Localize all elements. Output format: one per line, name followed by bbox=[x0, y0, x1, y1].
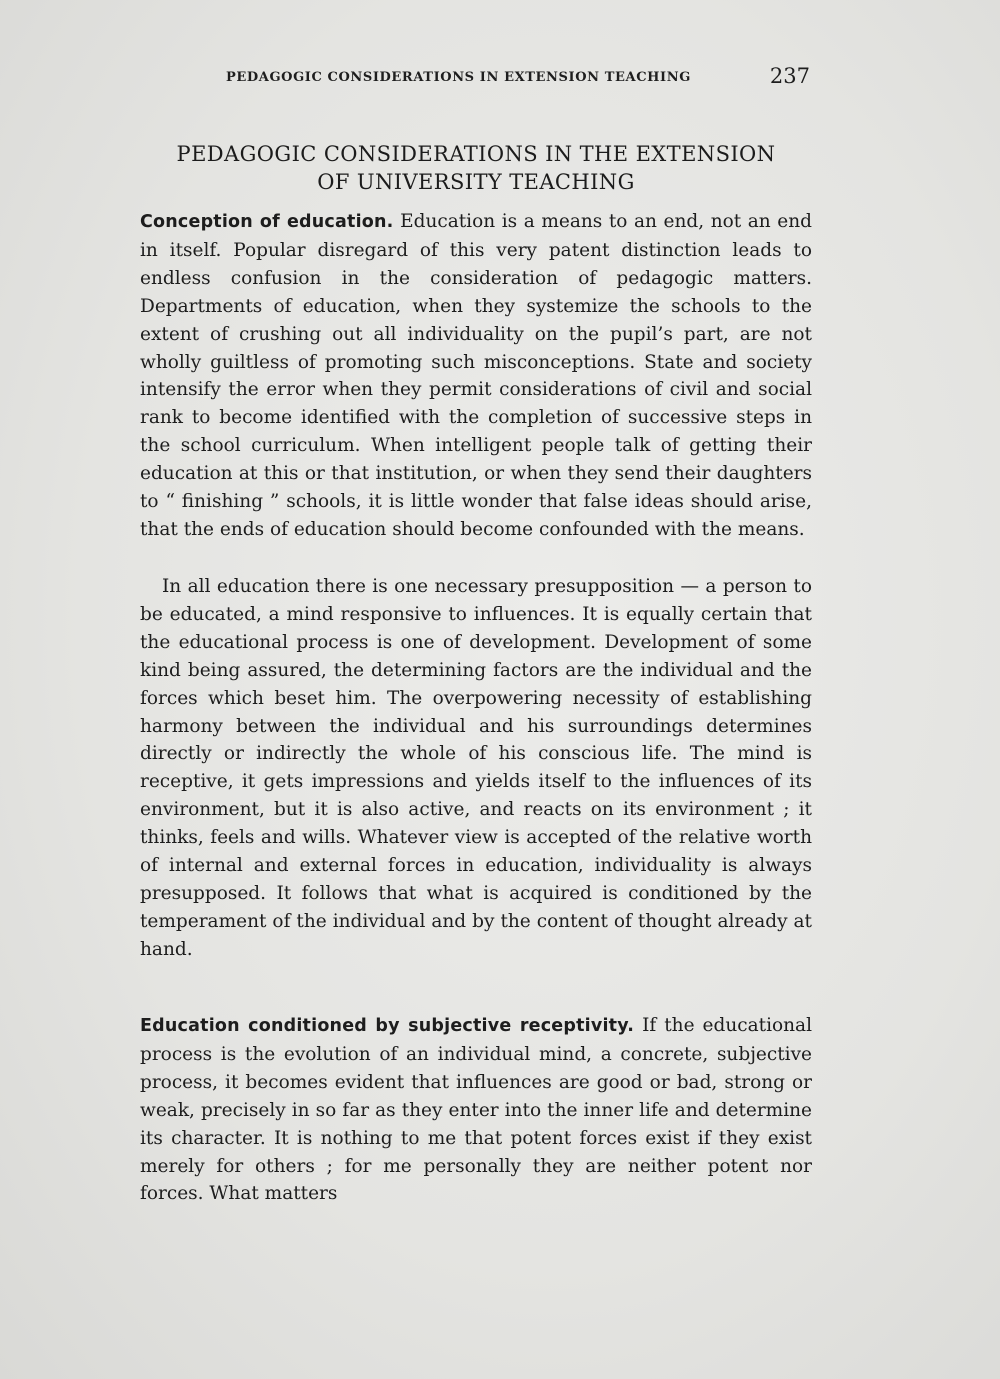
paragraph-presupposition bbox=[140, 573, 812, 964]
paragraph-sidehead: Conception of education. bbox=[140, 212, 394, 232]
paragraph-text: If the educational process is the evolution of an individual mind, a concrete, subjective process, it becomes evident that influences are good or bad, strong or weak, precisely in so far as they enter into the inner life and determine its character. It is nothing to me that potent forces exist if they exist merely for others ; for me personally they are neither potent nor forces. What matters bbox=[140, 1015, 812, 1205]
paragraph-sidehead: Education conditioned by subjective receptivity. bbox=[140, 1016, 635, 1036]
paragraph-text: Education is a means to an end, not an end in itself. Popular disregard of this very patent distinction leads to endless confusion in the consideration of pedagogic matters. Departments of education, when they systemize the schools to the extent of crushing out all individuality on the pupil’s part, are not wholly guiltless of promoting such misconceptions. State and society intensify the error when they permit considerations of civil and social rank to become identified with the completion of successive steps in the school curriculum. When intelligent people talk of getting their education at this or that institution, or when they send their daughters to “ finishing ” schools, it is little wonder that false ideas should arise, that the ends of education should become confounded with the means. bbox=[140, 211, 813, 540]
page-number: 237 bbox=[769, 64, 810, 88]
running-title: PEDAGOGIC CONSIDERATIONS IN EXTENSION TEACHING bbox=[226, 70, 691, 85]
chapter-title bbox=[140, 140, 812, 196]
paragraph-conception-of-education bbox=[140, 208, 812, 544]
paragraph-subjective-receptivity bbox=[140, 1012, 812, 1208]
running-head bbox=[140, 64, 812, 90]
paragraph-text: In all education there is one necessary presupposition — a person to be educated, a mind responsive to influences. It is equally certain that the educational process is one of development. Development of some kind being assured, the determining factors are the individual and the forces which beset him. The overpowering necessity of establishing harmony between the individual and his surroundings determines directly or indirectly the whole of his conscious life. The mind is receptive, it gets impressions and yields itself to the influences of its environment, but it is also active, and reacts on its environment ; it thinks, feels and wills. Whatever view is accepted of the relative worth of internal and external forces in education, individuality is always presupposed. It follows that what is acquired is conditioned by the temperament of the individual and by the content of thought already at hand. bbox=[140, 576, 812, 960]
chapter-title-line-1: PEDAGOGIC CONSIDERATIONS IN THE EXTENSION bbox=[176, 142, 776, 166]
chapter-title-line-2: OF UNIVERSITY TEACHING bbox=[317, 170, 635, 194]
